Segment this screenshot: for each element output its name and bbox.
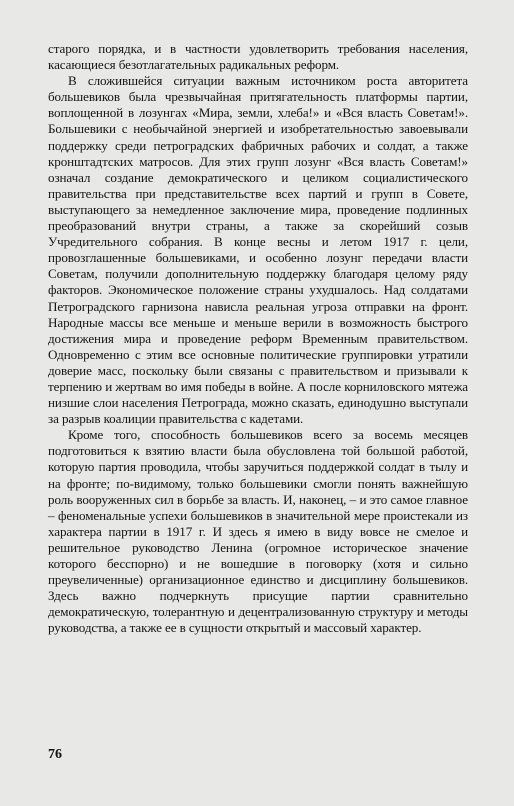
page-body-text — [48, 41, 468, 636]
paragraph-bolshevik-success: Кроме того, способность большевиков всего за восемь месяцев подготовиться к взятию власти была обусловлена той большой работой, которую партия проводила, чтобы заручиться поддержкой солдат в тылу и на фронте; по-видимому, только большевики смогли понять важнейшую роль вооруженных сил в борьбе за власть. И, наконец, – и это самое главное – феноменальные успехи большевиков в значительной мере проистекали из характера партии в 1917 г. И здесь я имею в виду вовсе не смелое и решительное руководство Ленина (огромное историческое значение которого бесспорно) и не вошедшие в поговорку (хотя и сильно преувеличенные) организационное единство и дисциплину большевиков. Здесь важно подчеркнуть присущие партии сравнительно демократическую, толерантную и децентрализованную структуру и методы руководства, а также ее в сущности открытый и массовый характер. — [48, 427, 468, 636]
paragraph-bolshevik-authority: В сложившейся ситуации важным источником роста авторитета большевиков была чрезвычайная притягательность платформы партии, воплощенной в лозунгах «Мира, земли, хлеба!» и «Вся власть Советам!». Большевики с необычайной энергией и изобретательностью завоевывали поддержку среди петроградских фабричных рабочих и солдат, а также кронштадтских матросов. Для этих групп лозунг «Вся власть Советам!» означал создание демократического и целиком социалистического правительства при представительстве всех партий и групп в Совете, выступающего за немедленное заключение мира, проведение подлинных преобразований внутри страны, а также за скорейший созыв Учредительного собрания. В конце весны и летом 1917 г. цели, провозглашенные большевиками, и особенно лозунг передачи власти Советам, получили дополнительную поддержку благодаря целому ряду факторов. Экономическое положение страны ухудшалось. Над солдатами Петроградского гарнизона нависла реальная угроза отправки на фронт. Народные массы все меньше и меньше верили в возможность быстрого достижения мира и проведение реформ Временным правительством. Одновременно с этим все основные политические группировки утратили доверие масс, поскольку были связаны с правительством и призывали к терпению и жертвам во имя победы в войне. А после корниловского мятежа низшие слои населения Петрограда, можно сказать, единодушно выступали за разрыв коалиции правительства с кадетами. — [48, 73, 468, 427]
paragraph-continuation: старого порядка, и в частности удовлетворить требования населения, касающиеся безотлагательных радикальных реформ. — [48, 41, 468, 73]
page-number: 76 — [48, 747, 62, 762]
